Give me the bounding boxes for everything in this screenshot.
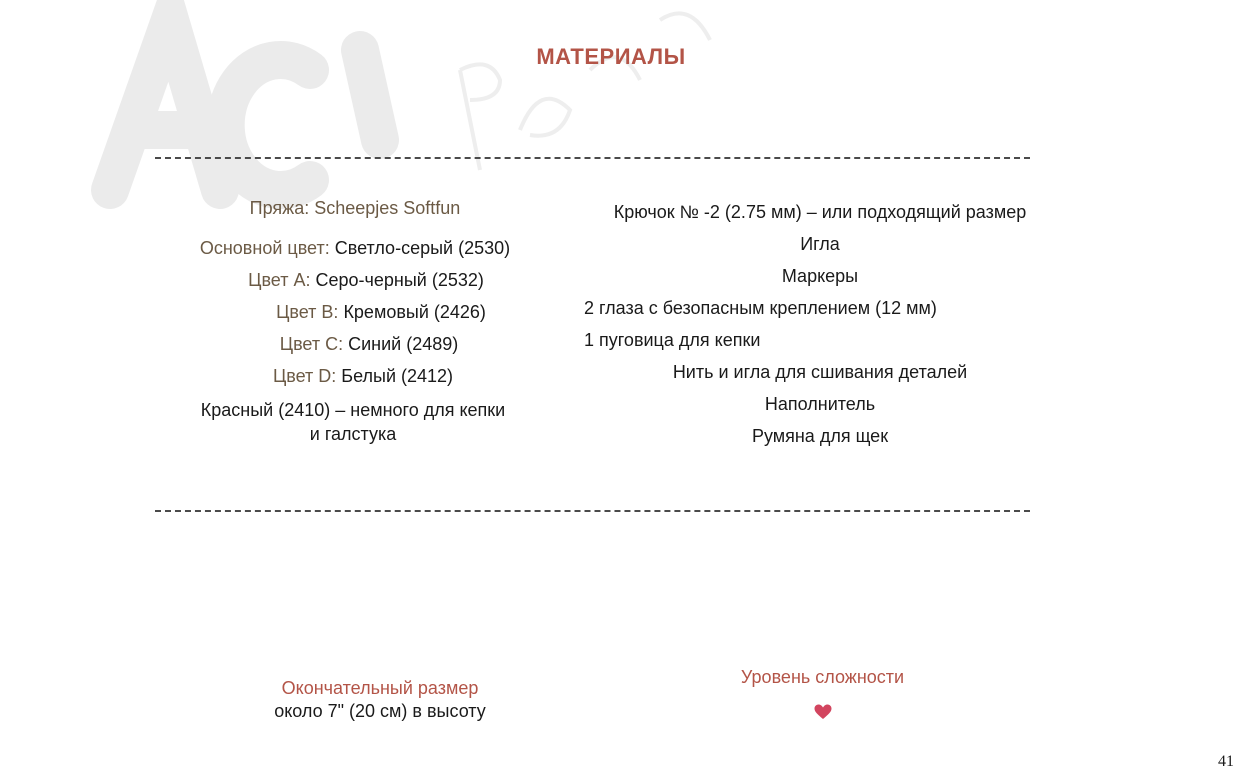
difficulty-block <box>680 667 965 722</box>
color-main-label: Основной цвет: <box>199 238 330 258</box>
color-a-value: Серо-черный (2532) <box>315 270 484 290</box>
final-size-label: Окончательный размер <box>281 678 479 698</box>
tool-item: Румяна для щек <box>751 426 889 446</box>
extra-yarn-note: Красный (2410) – немного для кепки и галстука <box>200 400 506 444</box>
color-d <box>150 360 560 392</box>
divider-top <box>155 157 1030 159</box>
heart-icon <box>813 702 833 722</box>
tool-item: Маркеры <box>781 266 859 286</box>
color-c-label: Цвет С: <box>279 334 344 354</box>
color-b-value: Кремовый (2426) <box>343 302 486 322</box>
tool-item: Нить и игла для сшивания деталей <box>672 362 968 382</box>
tool-item: Игла <box>800 234 840 254</box>
color-main-value: Светло-серый (2530) <box>334 238 511 258</box>
yarn-brand: Пряжа: Scheepjes Softfun <box>249 198 461 218</box>
color-c-value: Синий (2489) <box>348 334 459 354</box>
color-d-label: Цвет D: <box>272 366 337 386</box>
tool-item: 2 глаза с безопасным креплением (12 мм) <box>584 298 937 318</box>
final-size-block <box>215 678 545 722</box>
color-c <box>150 328 560 360</box>
tool-item: 1 пуговица для кепки <box>584 330 761 350</box>
color-b-label: Цвет В: <box>276 302 339 322</box>
final-size-value: около 7" (20 см) в высоту <box>274 701 486 721</box>
yarn-column <box>150 192 560 446</box>
difficulty-label: Уровень сложности <box>740 667 905 687</box>
tool-item: Крючок № -2 (2.75 мм) – или подходящий размер <box>613 202 1027 222</box>
color-a-label: Цвет А: <box>248 270 311 290</box>
page-number: 41 <box>1218 753 1234 770</box>
color-d-value: Белый (2412) <box>341 366 454 386</box>
tool-item: Наполнитель <box>764 394 876 414</box>
color-main <box>150 232 560 264</box>
tools-column <box>560 196 1080 452</box>
page-title: МАТЕРИАЛЫ <box>536 44 686 69</box>
color-a <box>150 264 560 296</box>
color-b <box>150 296 560 328</box>
divider-bottom <box>155 510 1030 512</box>
